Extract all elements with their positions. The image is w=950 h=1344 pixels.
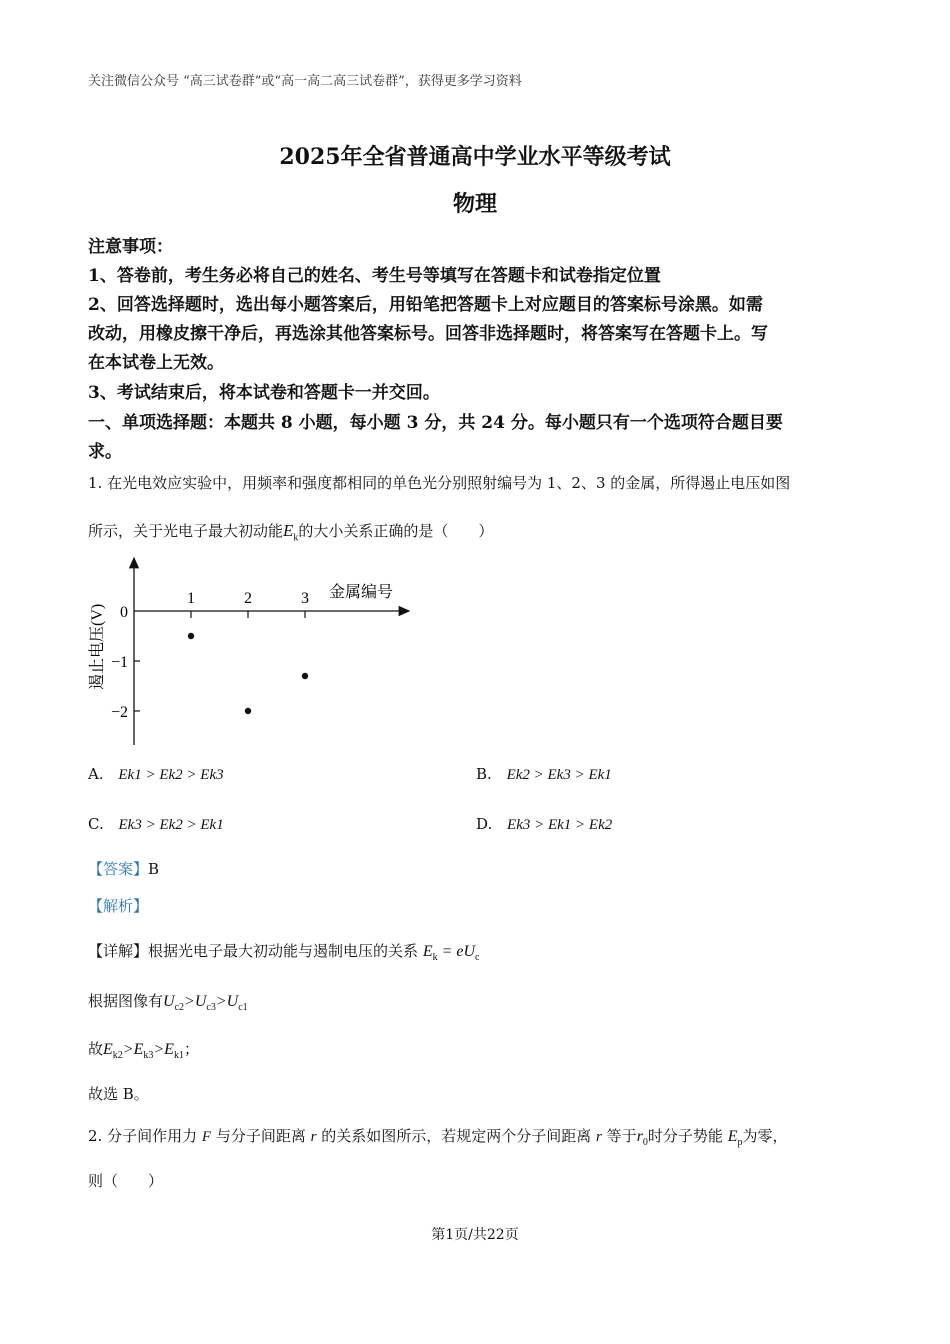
analysis-tag: 【解析】	[88, 897, 149, 915]
step-2-text: 根据图像有	[88, 992, 164, 1010]
conclusion-line: 故选 B。	[88, 1085, 149, 1103]
step-2-line	[88, 990, 248, 1013]
q2-text-c: 的关系如图所示，若规定两个分子间距离	[321, 1127, 592, 1145]
notice-line-3: 3、考试结束后，将本试卷和答题卡一并交回。	[88, 383, 440, 403]
option-c[interactable]	[88, 815, 224, 834]
notice-line-2a: 2、回答选择题时，选出每小题答案后，用铅笔把答题卡上对应题目的答案标号涂黑。如需	[88, 295, 763, 315]
x-axis-label: 金属编号	[329, 584, 394, 601]
symbol-f: F	[201, 1129, 212, 1145]
data-point-metal-2	[245, 708, 251, 714]
q1-stem-post: 的大小关系正确的是（ ）	[298, 522, 494, 540]
data-point-metal-1	[188, 633, 194, 639]
y-tick-label-1: −1	[110, 654, 128, 671]
q2-stem-line-1	[88, 1125, 788, 1148]
answer-tag: 【答案】	[88, 860, 149, 878]
option-b[interactable]	[476, 765, 612, 784]
q2-text-b: 与分子间距离	[215, 1127, 306, 1145]
q2-text-a: 2. 分子间作用力	[88, 1127, 198, 1145]
detail-line	[88, 940, 480, 963]
notice-line-2c: 在本试卷上无效。	[88, 353, 224, 373]
x-tick-label-1: 1	[187, 590, 195, 607]
x-tick-label-3: 3	[301, 590, 309, 607]
stopping-voltage-chart	[84, 550, 424, 750]
q2-text-d: 等于	[606, 1127, 637, 1145]
notice-line-1: 1、答卷前，考生务必将自己的姓名、考生号等填写在答题卡和试卷指定位置	[88, 266, 661, 286]
q2-text-f: 为零，	[742, 1127, 788, 1145]
formula-uc-order: $U_{c2}>U_{c3}>U_{c1}$	[163, 993, 248, 1014]
symbol-r-2: r	[596, 1129, 602, 1145]
step-3-tail: ；	[183, 1040, 199, 1058]
data-point-metal-3	[302, 673, 308, 679]
symbol-ep: $E_p$	[727, 1128, 743, 1149]
notice-heading: 注意事项：	[88, 237, 173, 257]
exam-title: 2025年全省普通高中学业水平等级考试	[279, 144, 671, 170]
symbol-r0: $r_0$	[636, 1128, 648, 1149]
header-note: 关注微信公众号 “高三试卷群”或“高一高二高三试卷群”，获得更多学习资料	[88, 74, 522, 89]
q1-stem-pre: 所示，关于光电子最大初动能	[88, 522, 284, 540]
q1-stem-line-2	[88, 520, 493, 543]
section-heading-b: 求。	[88, 442, 122, 462]
analysis-line	[88, 895, 148, 916]
q2-stem-line-2: 则（ ）	[88, 1172, 164, 1190]
option-c-label: C.	[88, 815, 104, 833]
y-tick-label-2: −2	[110, 704, 128, 721]
symbol-r: r	[310, 1129, 317, 1145]
option-d-label: D.	[476, 815, 493, 833]
detail-tag: 【详解】	[88, 942, 149, 960]
y-axis-label: 遏止电压(V)	[89, 603, 106, 690]
x-tick-label-2: 2	[244, 590, 252, 607]
option-a-text: Ek1 > Ek2 > Ek3	[118, 767, 224, 783]
option-d-text: Ek3 > Ek1 > Ek2	[507, 817, 613, 833]
formula-ek-eu: $E_k = eU_c$	[422, 943, 480, 964]
answer-line	[88, 858, 159, 879]
notice-line-2b: 改动，用橡皮擦干净后，再选涂其他答案标号。回答非选择题时，将答案写在答题卡上。写	[88, 324, 768, 344]
option-d[interactable]	[476, 815, 612, 834]
detail-text: 根据光电子最大初动能与遏制电压的关系	[148, 942, 419, 960]
option-c-text: Ek3 > Ek2 > Ek1	[118, 817, 224, 833]
option-a-label: A.	[88, 765, 104, 783]
option-a[interactable]	[88, 765, 224, 784]
page-footer: 第1页/共22页	[431, 1227, 519, 1243]
step-3-line	[88, 1038, 199, 1061]
answer-value: B	[148, 860, 160, 878]
subject-title: 物理	[452, 191, 497, 217]
formula-ek-order: $E_{k2}>E_{k3}>E_{k1}$	[103, 1041, 184, 1062]
option-b-text: Ek2 > Ek3 > Ek1	[506, 767, 612, 783]
ek-symbol: $E_k$	[283, 521, 299, 544]
section-heading-a: 一、单项选择题：本题共 8 小题，每小题 3 分，共 24 分。每小题只有一个选项符合题目要	[88, 413, 783, 433]
y-tick-label-0: 0	[120, 604, 128, 621]
q1-stem-line-1: 1. 在光电效应实验中，用频率和强度都相同的单色光分别照射编号为 1、2、3 的金属，所得遏止电压如图	[88, 474, 791, 492]
option-b-label: B.	[476, 765, 492, 783]
q2-text-e: 时分子势能	[647, 1127, 723, 1145]
step-3-text: 故	[88, 1040, 104, 1058]
